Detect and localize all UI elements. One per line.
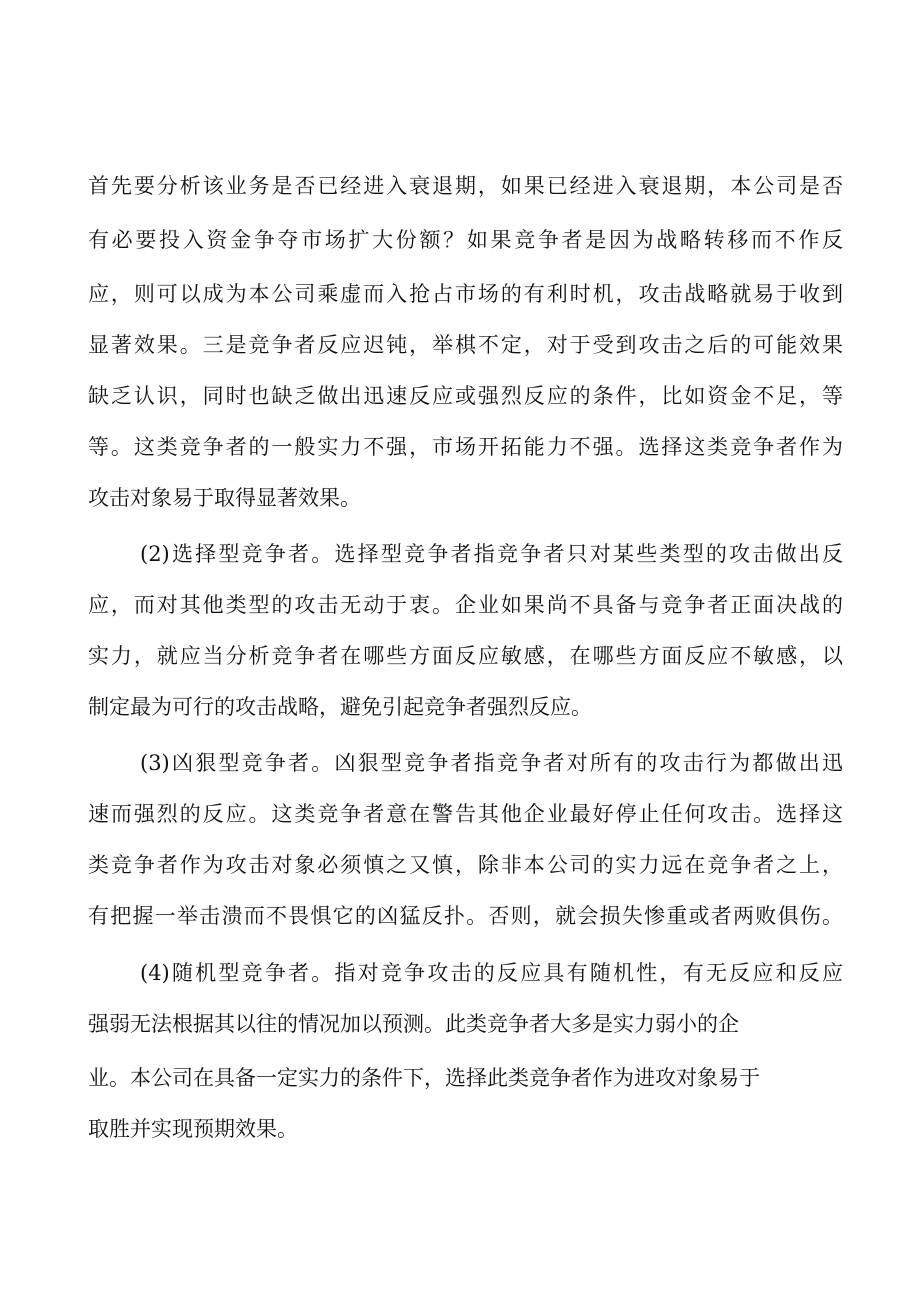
text-line: 有必要投入资金争夺市场扩大份额？如果竞争者是因为战略转移而不作反: [88, 228, 843, 252]
text-line: (3)凶狠型竞争者。凶狠型竞争者指竞争者对所有的攻击行为都做出迅: [140, 751, 843, 775]
text-line: 等。这类竞争者的一般实力不强，市场开拓能力不强。选择这类竞争者作为: [88, 435, 843, 459]
text-line: 缺乏认识，同时也缺乏做出迅速反应或强烈反应的条件，比如资金不足，等: [88, 384, 843, 408]
text-line: 速而强烈的反应。这类竞争者意在警告其他企业最好停止任何攻击。选择这: [88, 802, 843, 826]
text-line: (4)随机型竞争者。指对竞争攻击的反应具有随机性，有无反应和反应: [140, 961, 843, 985]
text-line: 首先要分析该业务是否已经进入衰退期，如果已经进入衰退期，本公司是否: [88, 174, 843, 198]
text-line: 应，而对其他类型的攻击无动于衷。企业如果尚不具备与竞争者正面决战的: [88, 593, 843, 617]
text-line: 攻击对象易于取得显著效果。: [88, 486, 361, 510]
text-line: 业。本公司在具备一定实力的条件下，选择此类竞争者作为进攻对象易于: [88, 1066, 760, 1090]
text-line: 应，则可以成为本公司乘虚而入抢占市场的有利时机，攻击战略就易于收到: [88, 282, 843, 306]
text-line: 类竞争者作为攻击对象必须慎之又慎，除非本公司的实力远在竞争者之上，: [88, 853, 843, 877]
text-line: (2)选择型竞争者。选择型竞争者指竞争者只对某些类型的攻击做出反: [140, 542, 843, 566]
text-line: 显著效果。三是竞争者反应迟钝，举棋不定，对于受到攻击之后的可能效果: [88, 333, 843, 357]
text-line: 取胜并实现预期效果。: [88, 1117, 298, 1141]
text-line: 强弱无法根据其以往的情况加以预测。此类竞争者大多是实力弱小的企: [88, 1012, 739, 1036]
text-line: 实力，就应当分析竞争者在哪些方面反应敏感，在哪些方面反应不敏感，以: [88, 644, 843, 668]
text-line: 制定最为可行的攻击战略，避免引起竞争者强烈反应。: [88, 695, 592, 719]
text-line: 有把握一举击溃而不畏惧它的凶猛反扑。否则，就会损失惨重或者两败俱伤。: [88, 904, 843, 928]
